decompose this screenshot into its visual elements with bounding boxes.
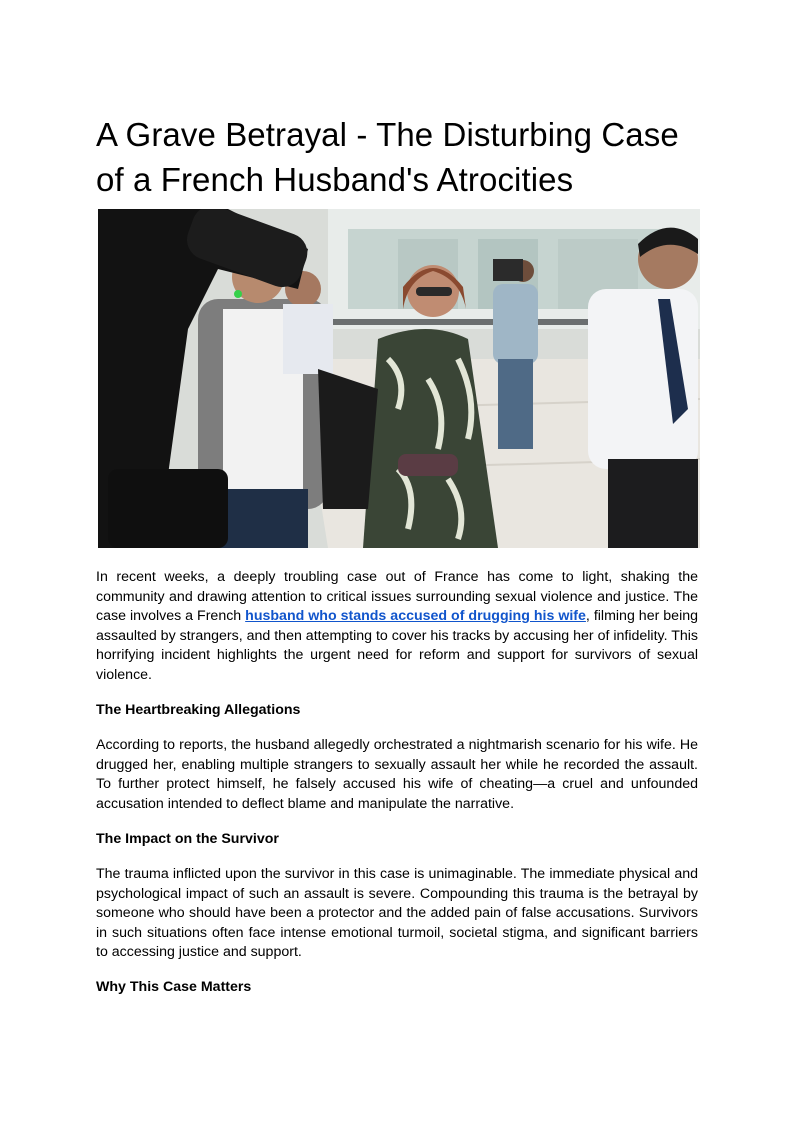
article-photo <box>98 209 700 548</box>
article-link[interactable]: husband who stands accused of drugging his wife <box>245 608 586 624</box>
section-body: The trauma inflicted upon the survivor in this case is unimaginable. The immediate physical and psychological impact of such an assault is severe. Compounding this trauma is the betrayal by someone who should have been a protector and the added pain of false accusations. Survivors in such situations often face intense emotional turmoil, societal stigma, and significant barriers to accessing justice and support. <box>96 866 698 960</box>
article-title: A Grave Betrayal - The Disturbing Case of a French Husband's Atrocities <box>96 116 679 198</box>
section-body: According to reports, the husband allegedly orchestrated a nightmarish scenario for his wife. He drugged her, enabling multiple strangers to sexually assault her while he recorded the assault. To further protect himself, he falsely accused his wife of cheating—a cruel and unfounded accusation intended to deflect blame and manipulate the narrative. <box>96 737 698 812</box>
photo-illustration <box>98 209 700 548</box>
section-heading: Why This Case Matters <box>96 979 252 995</box>
intro-text-before: In recent weeks, a deeply troubling case out of France has come to light, shaking the community and drawing attention to critical issues surrounding sexual violence and justice. The case involves a French <box>96 569 698 624</box>
section-heading: The Impact on the Survivor <box>96 831 279 847</box>
intro-text-after: , filming her being assaulted by strangers, and then attempting to cover his tracks by accusing her of infidelity. This horrifying incident highlights the urgent need for reform and support for survivors of sexual violence. <box>96 608 698 683</box>
intro-paragraph <box>96 568 698 685</box>
section-heading: The Heartbreaking Allegations <box>96 702 301 718</box>
